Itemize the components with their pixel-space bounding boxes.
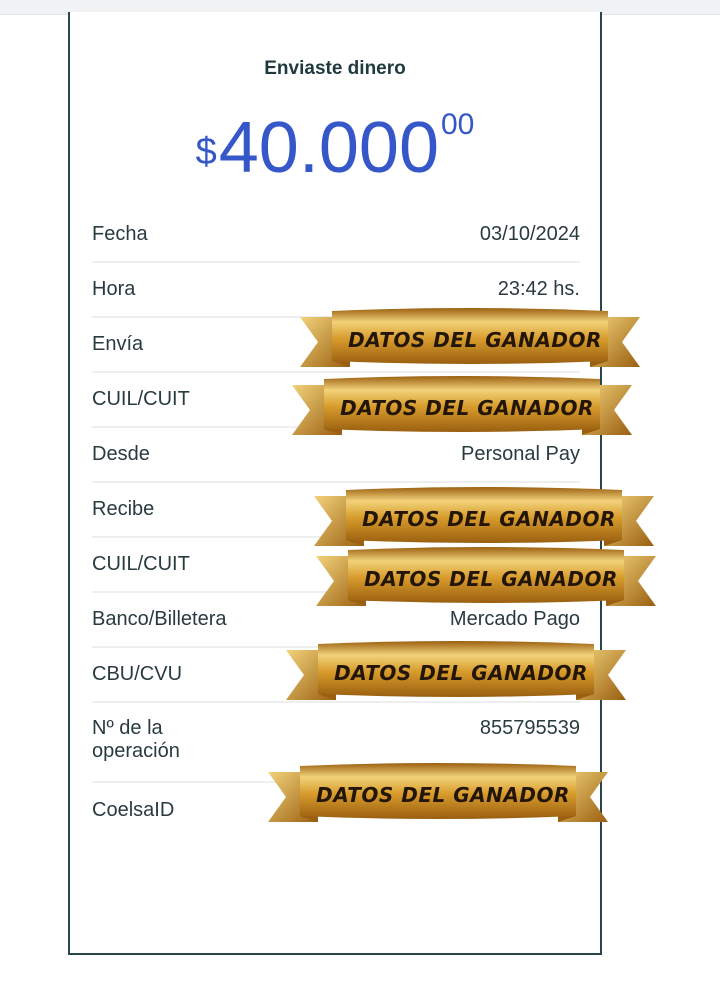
detail-value: 855795539: [479, 717, 580, 739]
amount-cents: 00: [440, 108, 475, 141]
detail-label: CUIL/CUIT: [92, 388, 190, 410]
detail-value: Personal Pay: [461, 443, 580, 465]
ribbon-banner: [300, 305, 640, 375]
detail-label: CBU/CVU: [92, 663, 183, 685]
detail-label: Nº de la operación: [92, 717, 180, 762]
ribbon-text: DATOS DEL GANADOR: [364, 567, 618, 591]
detail-label: Desde: [92, 443, 150, 465]
receipt-title: Enviaste dinero: [264, 58, 406, 79]
detail-label: Recibe: [92, 498, 155, 520]
ribbon-banner: [316, 544, 656, 614]
detail-label: Envía: [92, 333, 144, 355]
ribbon-text: DATOS DEL GANADOR: [362, 507, 616, 531]
ribbon-text: DATOS DEL GANADOR: [348, 328, 602, 352]
detail-label: CoelsaID: [92, 799, 175, 821]
detail-row-fecha: [92, 208, 580, 263]
detail-label: Banco/Billetera: [92, 608, 227, 630]
detail-value: 03/10/2024: [479, 223, 580, 245]
amount-currency: $: [195, 131, 217, 173]
amount-integer: 40.000: [218, 108, 439, 188]
detail-label: Fecha: [92, 223, 148, 245]
detail-label: CUIL/CUIT: [92, 553, 190, 575]
ribbon-banner: [268, 760, 608, 830]
ribbon-text: DATOS DEL GANADOR: [334, 661, 588, 685]
ribbon-text: DATOS DEL GANADOR: [316, 783, 570, 807]
ribbon-banner: [292, 373, 632, 443]
detail-value: Mercado Pago: [449, 608, 580, 630]
detail-label: Hora: [92, 278, 136, 300]
amount-display: [70, 108, 600, 188]
detail-value: 23:42 hs.: [497, 278, 580, 300]
ribbon-text: DATOS DEL GANADOR: [340, 396, 594, 420]
ribbon-banner: [286, 638, 626, 708]
